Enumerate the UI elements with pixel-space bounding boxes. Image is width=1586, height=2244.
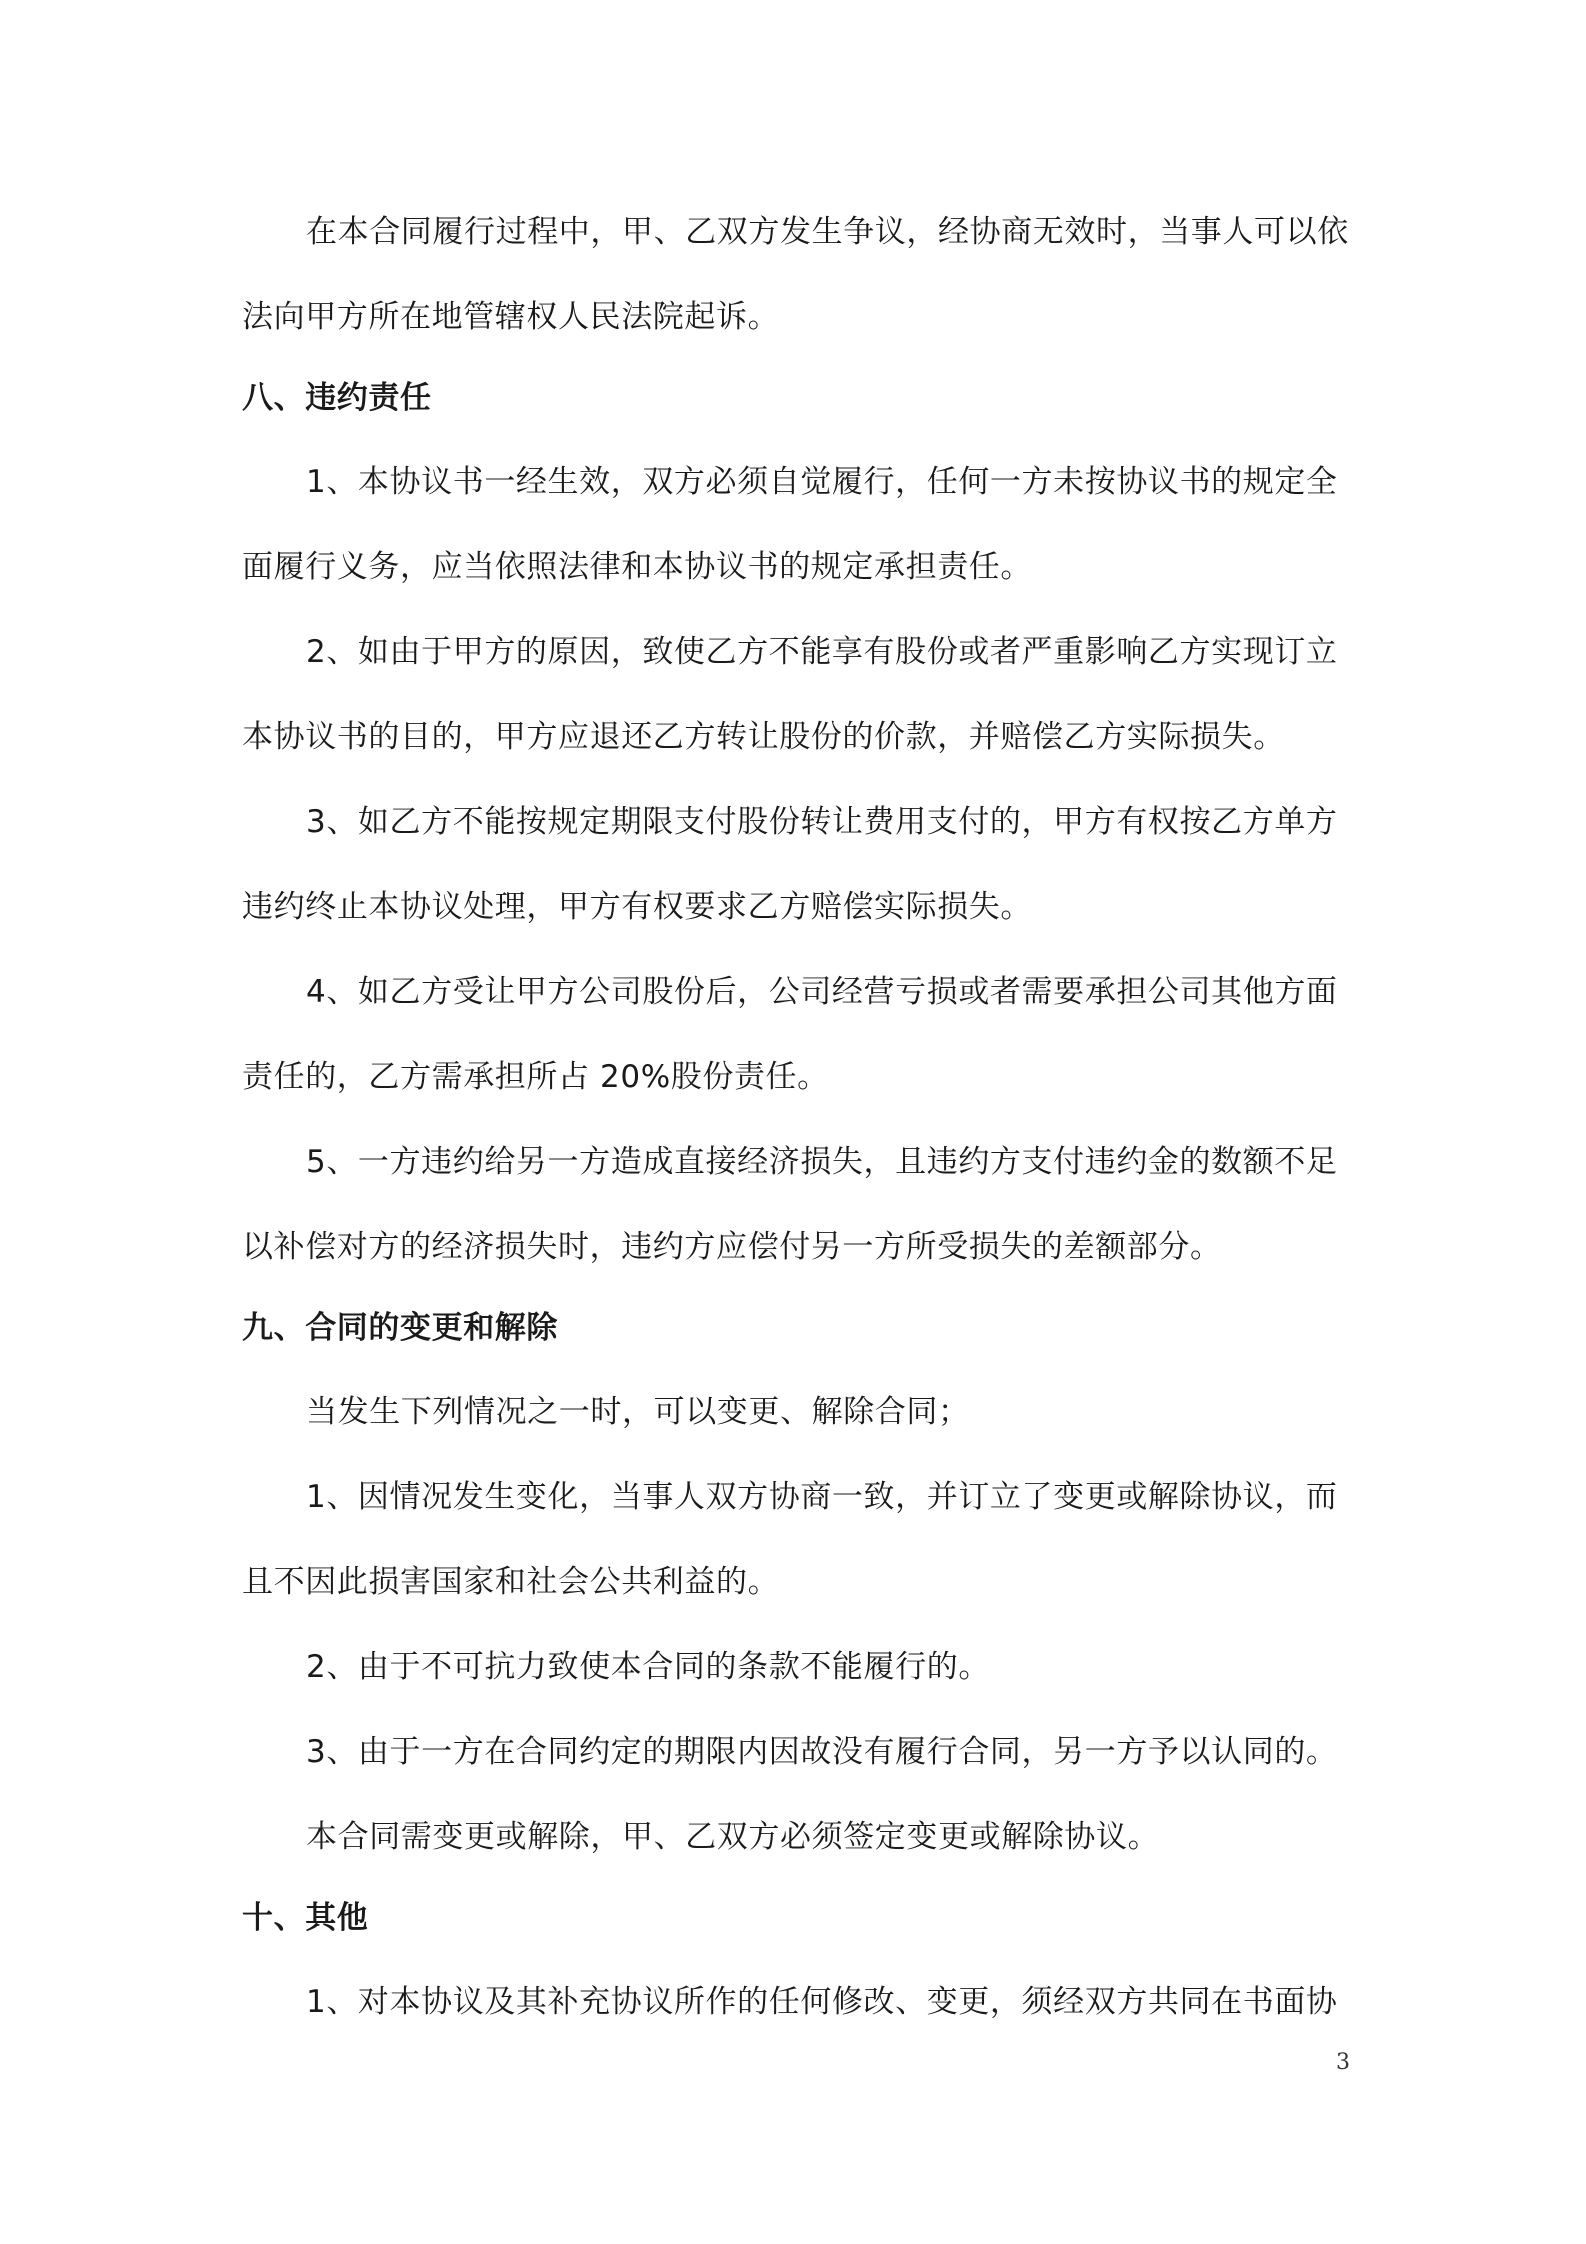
paragraph-line: 面履行义务，应当依照法律和本协议书的规定承担责任。 [242,549,1032,585]
paragraph-line: 1、对本协议及其补充协议所作的任何修改、变更，须经双方共同在书面协 [306,1984,1338,2020]
paragraph-line: 本合同需变更或解除，甲、乙双方必须签定变更或解除协议。 [306,1819,1160,1855]
section-heading-other: 十、其他 [242,1900,369,1936]
paragraph-line: 责任的，乙方需承担所占 20%股份责任。 [242,1059,829,1095]
paragraph-line: 在本合同履行过程中，甲、乙双方发生争议，经协商无效时，当事人可以依 [306,214,1349,250]
paragraph-line: 当发生下列情况之一时，可以变更、解除合同； [306,1394,970,1430]
paragraph-line: 以补偿对方的经济损失时，违约方应偿付另一方所受损失的差额部分。 [242,1229,1222,1265]
section-heading-breach-liability: 八、违约责任 [242,380,432,416]
paragraph-line: 3、如乙方不能按规定期限支付股份转让费用支付的，甲方有权按乙方单方 [306,804,1338,840]
paragraph-line: 本协议书的目的，甲方应退还乙方转让股份的价款，并赔偿乙方实际损失。 [242,719,1285,755]
paragraph-line: 1、因情况发生变化，当事人双方协商一致，并订立了变更或解除协议，而 [306,1479,1338,1515]
paragraph-line: 且不因此损害国家和社会公共利益的。 [242,1564,780,1600]
paragraph-line: 违约终止本协议处理，甲方有权要求乙方赔偿实际损失。 [242,889,1032,925]
paragraph-line: 4、如乙方受让甲方公司股份后，公司经营亏损或者需要承担公司其他方面 [306,974,1338,1010]
page-number: 3 [1336,2050,1350,2075]
paragraph-line: 法向甲方所在地管辖权人民法院起诉。 [242,299,780,335]
paragraph-line: 3、由于一方在合同约定的期限内因故没有履行合同，另一方予以认同的。 [306,1734,1338,1770]
paragraph-line: 2、如由于甲方的原因，致使乙方不能享有股份或者严重影响乙方实现订立 [306,634,1338,670]
paragraph-line: 5、一方违约给另一方造成直接经济损失，且违约方支付违约金的数额不足 [306,1144,1338,1180]
paragraph-line: 1、本协议书一经生效，双方必须自觉履行，任何一方未按协议书的规定全 [306,464,1338,500]
paragraph-line: 2、由于不可抗力致使本合同的条款不能履行的。 [306,1649,990,1685]
section-heading-contract-change: 九、合同的变更和解除 [242,1310,558,1346]
